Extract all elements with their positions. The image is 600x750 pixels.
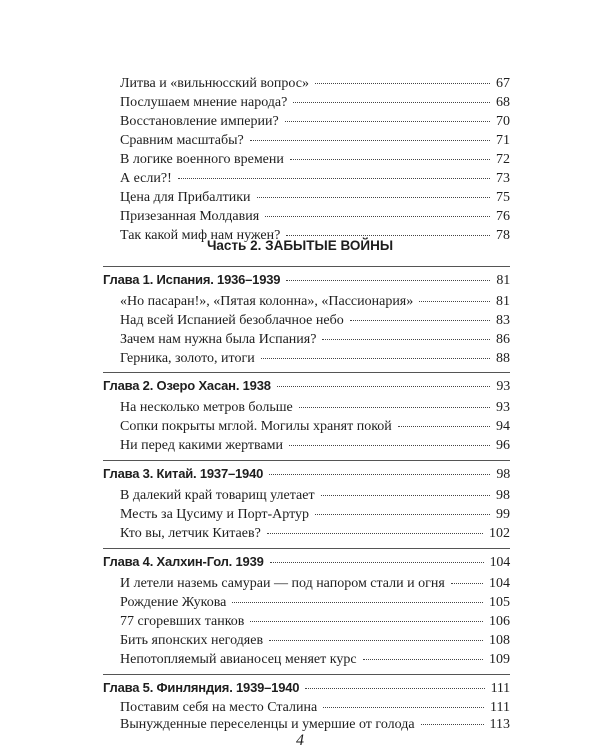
entry-page: 76 — [496, 209, 510, 224]
chapter-entry[interactable] — [103, 378, 510, 395]
dot-leader — [323, 707, 484, 708]
dot-leader — [250, 140, 490, 141]
dot-leader — [290, 159, 490, 160]
section-entry[interactable] — [120, 595, 510, 611]
chapter-page: 111 — [490, 681, 510, 696]
dot-leader — [277, 386, 491, 387]
entry-title: Призезанная Молдавия — [120, 209, 260, 224]
dot-leader — [286, 280, 490, 281]
section-page: 106 — [489, 614, 510, 629]
chapter-entry[interactable] — [103, 554, 510, 571]
dot-leader — [289, 445, 490, 446]
chapter-divider — [103, 372, 510, 373]
dot-leader — [267, 533, 483, 534]
section-entry[interactable] — [120, 332, 510, 348]
entry-title: Так какой миф нам нужен? — [120, 228, 281, 243]
dot-leader — [269, 640, 483, 641]
section-page: 81 — [496, 294, 510, 309]
toc-entry[interactable] — [120, 209, 510, 225]
section-entry[interactable] — [120, 507, 510, 523]
section-entry[interactable] — [120, 351, 510, 367]
dot-leader — [321, 495, 490, 496]
section-page: 98 — [496, 488, 510, 503]
dot-leader — [232, 602, 483, 603]
chapter-title: Глава 1. Испания. 1936–1939 — [103, 272, 281, 287]
page-number: 4 — [296, 732, 304, 749]
dot-leader — [398, 426, 490, 427]
chapter-title: Глава 2. Озеро Хасан. 1938 — [103, 378, 271, 393]
section-title: Ни перед какими жертвами — [120, 438, 284, 453]
chapter-entry[interactable] — [103, 466, 510, 483]
section-entry[interactable] — [120, 400, 510, 416]
chapter-divider — [103, 266, 510, 267]
entry-page: 72 — [496, 152, 510, 167]
entry-title: Цена для Прибалтики — [120, 190, 251, 205]
entry-page: 73 — [496, 171, 510, 186]
dot-leader — [178, 178, 490, 179]
section-entry[interactable] — [120, 294, 510, 310]
dot-leader — [350, 320, 490, 321]
section-page: 99 — [496, 507, 510, 522]
dot-leader — [293, 102, 490, 103]
chapter-page: 81 — [496, 273, 510, 288]
section-page: 109 — [489, 652, 510, 667]
section-title: Герника, золото, итоги — [120, 351, 255, 366]
toc-entry[interactable] — [120, 95, 510, 111]
section-title: И летели наземь самураи — под напором стали и огня — [120, 576, 445, 591]
section-page: 108 — [489, 633, 510, 648]
section-entry[interactable] — [120, 717, 510, 733]
dot-leader — [363, 659, 483, 660]
section-page: 86 — [496, 332, 510, 347]
chapter-divider — [103, 674, 510, 675]
section-page: 105 — [489, 595, 510, 610]
section-page: 83 — [496, 313, 510, 328]
section-entry[interactable] — [120, 419, 510, 435]
chapter-entry[interactable] — [103, 272, 510, 289]
chapter-divider — [103, 548, 510, 549]
chapter-title: Глава 5. Финляндия. 1939–1940 — [103, 680, 300, 695]
entry-page: 67 — [496, 76, 510, 91]
section-page: 102 — [489, 526, 510, 541]
dot-leader — [315, 83, 490, 84]
dot-leader — [451, 583, 483, 584]
section-title: Поставим себя на место Сталина — [120, 700, 318, 715]
dot-leader — [270, 562, 484, 563]
section-entry[interactable] — [120, 614, 510, 630]
section-page: 93 — [496, 400, 510, 415]
section-entry[interactable] — [120, 700, 510, 716]
toc-entry[interactable] — [120, 76, 510, 92]
chapter-title: Глава 3. Китай. 1937–1940 — [103, 466, 264, 481]
entry-title: Литва и «вильнюсский вопрос» — [120, 76, 309, 91]
section-title: «Но пасаран!», «Пятая колонна», «Пассионария» — [120, 294, 414, 309]
section-title: Над всей Испанией безоблачное небо — [120, 313, 344, 328]
dot-leader — [421, 724, 484, 725]
section-title: 77 сгоревших танков — [120, 614, 245, 629]
section-title: Сопки покрыты мглой. Могилы хранят покой — [120, 419, 392, 434]
section-page: 94 — [496, 419, 510, 434]
section-title: На несколько метров больше — [120, 400, 293, 415]
dot-leader — [419, 301, 490, 302]
dot-leader — [269, 474, 490, 475]
entry-title: Послушаем мнение народа? — [120, 95, 288, 110]
toc-entry[interactable] — [120, 133, 510, 149]
section-page: 96 — [496, 438, 510, 453]
entry-page: 68 — [496, 95, 510, 110]
chapter-title: Глава 4. Халхин-Гол. 1939 — [103, 554, 264, 569]
chapter-entry[interactable] — [103, 680, 510, 697]
entry-page: 71 — [496, 133, 510, 148]
dot-leader — [315, 514, 490, 515]
section-title: Вынужденные переселенцы и умершие от голода — [120, 717, 415, 732]
dot-leader — [257, 197, 490, 198]
section-title: Зачем нам нужна была Испания? — [120, 332, 317, 347]
section-entry[interactable] — [120, 488, 510, 504]
toc-entry[interactable] — [120, 152, 510, 168]
dot-leader — [286, 235, 490, 236]
section-title: Бить японских негодяев — [120, 633, 264, 648]
section-page: 88 — [496, 351, 510, 366]
section-title: Кто вы, летчик Китаев? — [120, 526, 261, 541]
toc-entry[interactable] — [120, 171, 510, 187]
dot-leader — [322, 339, 490, 340]
section-page: 111 — [490, 700, 510, 715]
dot-leader — [261, 358, 490, 359]
dot-leader — [250, 621, 483, 622]
section-page: 113 — [489, 717, 510, 732]
dot-leader — [299, 407, 490, 408]
entry-page: 75 — [496, 190, 510, 205]
section-entry[interactable] — [120, 438, 510, 454]
section-entry[interactable] — [120, 576, 510, 592]
chapter-divider — [103, 460, 510, 461]
toc-entry[interactable] — [120, 190, 510, 206]
chapter-page: 98 — [496, 467, 510, 482]
dot-leader — [265, 216, 490, 217]
chapter-page: 104 — [489, 555, 510, 570]
section-page: 104 — [489, 576, 510, 591]
section-title: В далекий край товарищ улетает — [120, 488, 315, 503]
entry-title: Восстановление империи? — [120, 114, 279, 129]
section-entry[interactable] — [120, 313, 510, 329]
section-entry[interactable] — [120, 526, 510, 542]
section-title: Месть за Цусиму и Порт-Артур — [120, 507, 310, 522]
section-title: Рождение Жукова — [120, 595, 227, 610]
section-entry[interactable] — [120, 652, 510, 668]
part-heading: Часть 2. ЗАБЫТЫЕ ВОЙНЫ — [206, 238, 394, 253]
entry-title: А если?! — [120, 171, 172, 186]
section-entry[interactable] — [120, 633, 510, 649]
entry-title: В логике военного времени — [120, 152, 284, 167]
entry-title: Сравним масштабы? — [120, 133, 244, 148]
toc-entry[interactable] — [120, 114, 510, 130]
entry-page: 70 — [496, 114, 510, 129]
entry-page: 78 — [496, 228, 510, 243]
chapter-page: 93 — [496, 379, 510, 394]
dot-leader — [305, 688, 484, 689]
section-title: Непотопляемый авианосец меняет курс — [120, 652, 357, 667]
dot-leader — [285, 121, 490, 122]
